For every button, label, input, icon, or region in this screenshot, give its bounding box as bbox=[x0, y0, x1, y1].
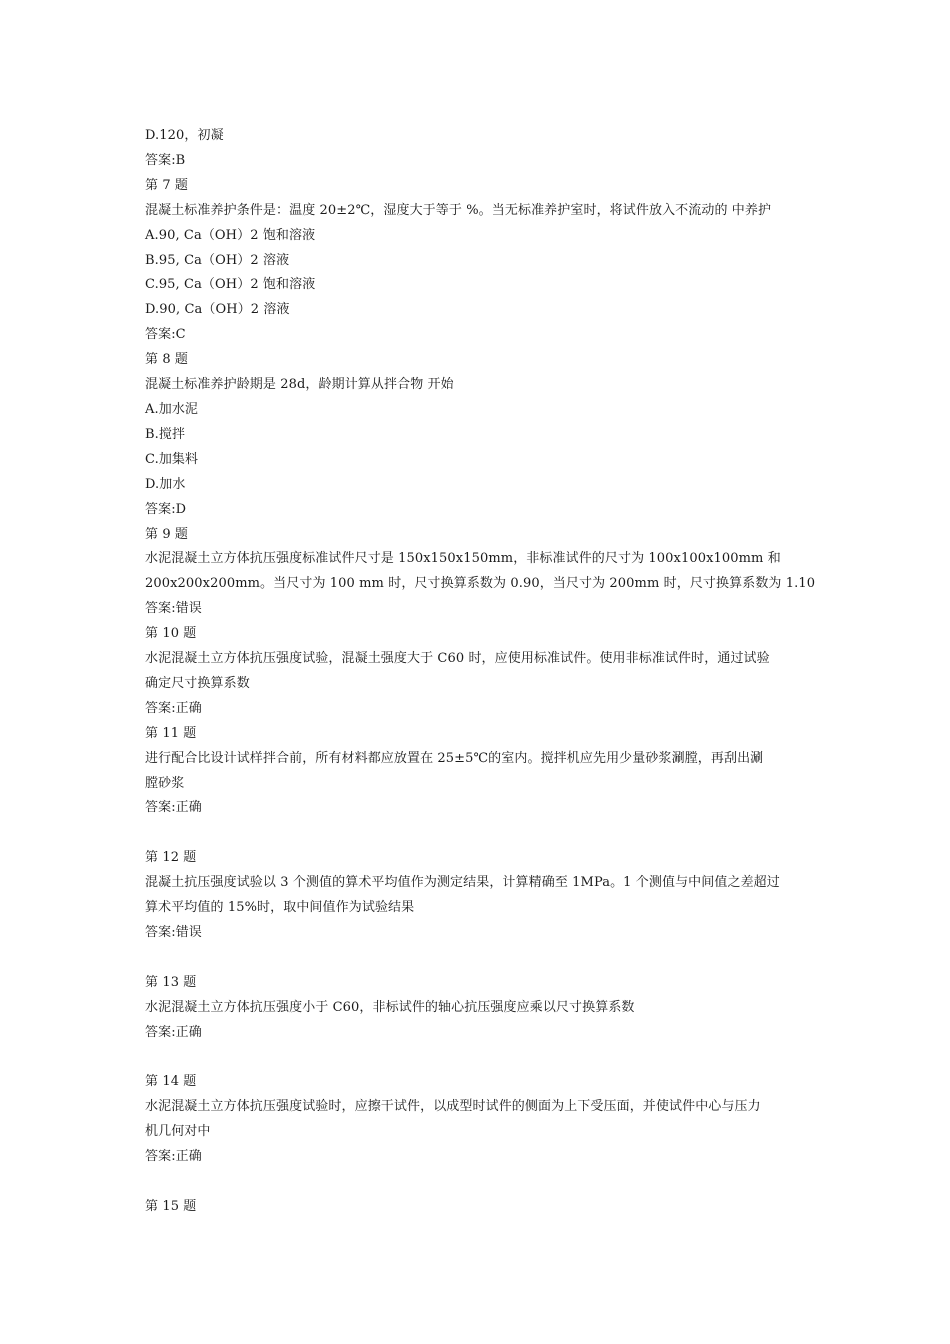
option-line: D.90, Ca（OH）2 溶液 bbox=[145, 302, 290, 318]
question-number: 第 15 题 bbox=[145, 1198, 197, 1214]
blank-line bbox=[145, 1046, 815, 1071]
option-line: C.加集料 bbox=[145, 451, 199, 467]
option-line: C.95, Ca（OH）2 饱和溶液 bbox=[145, 277, 316, 293]
answer-line: 答案:正确 bbox=[145, 1149, 202, 1165]
option-line: B.95, Ca（OH）2 溶液 bbox=[145, 252, 290, 268]
answer-line: 答案:B bbox=[145, 152, 186, 168]
question-text: 水泥混凝土立方体抗压强度试验时，应擦干试件，以成型时试件的侧面为上下受压面，并使试件中心与压力 bbox=[145, 1099, 761, 1115]
answer-line: 答案:正确 bbox=[145, 800, 202, 816]
blank-line bbox=[145, 821, 815, 846]
question-number: 第 8 题 bbox=[145, 352, 189, 368]
question-text: 200x200x200mm。当尺寸为 100 mm 时，尺寸换算系数为 0.90，当尺寸为 200mm 时，尺寸换算系数为 1.10 bbox=[145, 576, 816, 592]
option-line: A.加水泥 bbox=[145, 401, 199, 417]
answer-line: 答案:错误 bbox=[145, 601, 202, 617]
question-text: 水泥混凝土立方体抗压强度小于 C60，非标试件的轴心抗压强度应乘以尺寸换算系数 bbox=[145, 999, 635, 1015]
question-text: 水泥混凝土立方体抗压强度试验，混凝土强度大于 C60 时，应使用标准试件。使用非标准试件时，通过试验 bbox=[145, 651, 770, 667]
question-number: 第 14 题 bbox=[145, 1074, 197, 1090]
question-text: 混凝土标准养护龄期是 28d，龄期计算从拌合物 开始 bbox=[145, 377, 454, 393]
question-number: 第 9 题 bbox=[145, 526, 189, 542]
option-line: A.90, Ca（OH）2 饱和溶液 bbox=[145, 227, 316, 243]
answer-line: 答案:正确 bbox=[145, 1024, 202, 1040]
answer-line: 答案:D bbox=[145, 501, 187, 517]
question-text: 机几何对中 bbox=[145, 1124, 211, 1140]
question-number: 第 12 题 bbox=[145, 850, 197, 866]
question-text: 进行配合比设计试样拌合前，所有材料都应放置在 25±5℃的室内。搅拌机应先用少量砂浆涮膛，再刮出涮 bbox=[145, 750, 764, 766]
answer-line: 答案:正确 bbox=[145, 700, 202, 716]
question-text: 混凝土抗压强度试验以 3 个测值的算术平均值作为测定结果，计算精确至 1MPa。1 个测值与中间值之差超过 bbox=[145, 875, 780, 891]
option-line: D.120，初凝 bbox=[145, 128, 224, 143]
blank-line bbox=[145, 946, 815, 971]
option-line: D.加水 bbox=[145, 476, 186, 492]
question-number: 第 13 题 bbox=[145, 974, 197, 990]
answer-line: 答案:C bbox=[145, 327, 186, 343]
question-number: 第 11 题 bbox=[145, 725, 197, 741]
question-text: 水泥混凝土立方体抗压强度标准试件尺寸是 150x150x150mm，非标准试件的尺寸为 100x100x100mm 和 bbox=[145, 551, 781, 567]
question-number: 第 10 题 bbox=[145, 626, 197, 642]
question-text: 膛砂浆 bbox=[145, 775, 185, 791]
option-line: B.搅拌 bbox=[145, 426, 186, 442]
question-text: 算术平均值的 15%时，取中间值作为试验结果 bbox=[145, 900, 415, 916]
blank-line bbox=[145, 1170, 815, 1195]
document-page bbox=[145, 124, 815, 1220]
question-text: 混凝土标准养护条件是：温度 20±2℃，湿度大于等于 %。当无标准养护室时，将试件放入不流动的 中养护 bbox=[145, 202, 772, 218]
answer-line: 答案:错误 bbox=[145, 924, 202, 940]
question-text: 确定尺寸换算系数 bbox=[145, 675, 250, 691]
question-number: 第 7 题 bbox=[145, 177, 189, 193]
